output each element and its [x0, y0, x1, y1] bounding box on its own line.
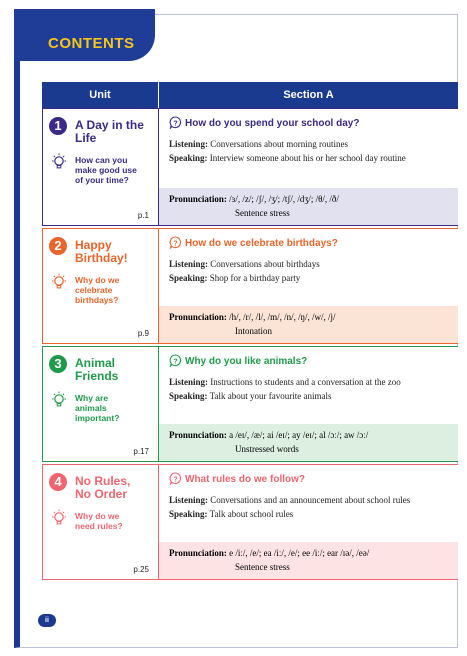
- unit-page-ref: p.1: [137, 211, 149, 220]
- unit-cell: [42, 108, 158, 226]
- section-a-cell: [158, 464, 458, 580]
- unit-question-line: animals: [75, 403, 107, 413]
- section-a-cell: [158, 228, 458, 344]
- pronunciation-label: Pronunciation:: [169, 312, 227, 322]
- pronunciation-box: [159, 188, 458, 225]
- unit-question-line: make good use: [75, 165, 137, 175]
- section-question: [169, 116, 359, 129]
- unit-question-line: Why do we: [75, 511, 120, 521]
- unit-question-line: celebrate: [75, 285, 113, 295]
- speaking-line: [169, 273, 300, 283]
- unit-title-line: Friends: [75, 369, 119, 383]
- unit-title-line: Birthday!: [75, 251, 128, 265]
- pronunciation-topic: Intonation: [235, 326, 272, 336]
- speaking-text: Interview someone about his or her school day routine: [209, 153, 406, 163]
- lightbulb-icon: [50, 273, 68, 291]
- unit-title-line: No Rules,: [75, 474, 131, 488]
- table-header: [42, 82, 458, 108]
- pronunciation-line: [169, 194, 339, 204]
- unit-question-line: need rules?: [75, 521, 123, 531]
- unit-page-ref: p.25: [133, 565, 149, 574]
- pronunciation-line: [169, 548, 369, 558]
- column-header-unit: Unit: [89, 89, 111, 101]
- unit-title-line: Life: [75, 131, 97, 145]
- pronunciation-sounds: e /iː/, /e/; ea /iː/, /e/; ee /iː/; ear /ɪə/, /eə/: [229, 548, 370, 558]
- pronunciation-sounds: /h/, /r/, /l/, /m/, /n/, /ŋ/, /w/, /j/: [229, 312, 336, 322]
- unit-cell: [42, 464, 158, 580]
- speaking-label: Speaking:: [169, 391, 208, 401]
- question-icon: [169, 238, 185, 249]
- column-header-section: Section A: [283, 89, 334, 101]
- pronunciation-box: [159, 424, 458, 461]
- listening-line: [169, 377, 401, 387]
- pronunciation-line: [169, 312, 336, 322]
- pronunciation-label: Pronunciation:: [169, 430, 227, 440]
- unit-number-badge: 2: [49, 237, 67, 255]
- pronunciation-topic: Sentence stress: [235, 208, 290, 218]
- listening-line: [169, 495, 410, 505]
- unit-title-line: No Order: [75, 487, 128, 501]
- listening-line: [169, 259, 320, 269]
- lightbulb-icon: [50, 509, 68, 527]
- unit-question-line: important?: [75, 413, 120, 423]
- speaking-label: Speaking:: [169, 153, 208, 163]
- unit-number-badge: 1: [49, 117, 67, 135]
- unit-question-line: Why do we: [75, 275, 120, 285]
- svg-text:?: ?: [173, 120, 178, 128]
- listening-label: Listening:: [169, 139, 209, 149]
- lightbulb-icon: [50, 391, 68, 409]
- listening-text: Conversations about morning routines: [210, 139, 348, 149]
- pronunciation-topic: Sentence stress: [235, 562, 290, 572]
- unit-title: [75, 119, 144, 145]
- section-question-text: How do you spend your school day?: [185, 118, 360, 129]
- question-icon: [169, 356, 185, 367]
- section-a-cell: [158, 346, 458, 462]
- unit-question-line: How can you: [75, 155, 128, 165]
- question-icon: [169, 474, 185, 485]
- pronunciation-box: [159, 306, 458, 343]
- unit-big-question: [75, 155, 137, 185]
- listening-text: Conversations and an announcement about school rules: [210, 495, 411, 505]
- section-question-text: What rules do we follow?: [185, 474, 305, 485]
- svg-text:?: ?: [173, 240, 178, 248]
- speaking-line: [169, 153, 406, 163]
- pronunciation-box: [159, 542, 458, 579]
- unit-question-line: birthdays?: [75, 295, 119, 305]
- unit-question-line: of your time?: [75, 175, 129, 185]
- listening-line: [169, 139, 348, 149]
- listening-label: Listening:: [169, 259, 209, 269]
- unit-number-badge: 3: [49, 355, 67, 373]
- listening-label: Listening:: [169, 495, 209, 505]
- speaking-text: Talk about school rules: [209, 509, 294, 519]
- speaking-text: Shop for a birthday party: [209, 273, 301, 283]
- speaking-label: Speaking:: [169, 273, 208, 283]
- pronunciation-topic: Unstressed words: [235, 444, 299, 454]
- section-question: [169, 354, 307, 367]
- unit-cell: [42, 228, 158, 344]
- unit-title-line: A Day in the: [75, 118, 144, 132]
- page-title: CONTENTS: [48, 35, 135, 52]
- unit-title: [75, 357, 118, 383]
- unit-title: [75, 475, 130, 501]
- unit-page-ref: p.9: [137, 329, 149, 338]
- question-icon: [169, 118, 185, 129]
- pronunciation-label: Pronunciation:: [169, 548, 227, 558]
- listening-label: Listening:: [169, 377, 209, 387]
- pronunciation-line: [169, 430, 368, 440]
- speaking-text: Talk about your favourite animals: [209, 391, 332, 401]
- pronunciation-label: Pronunciation:: [169, 194, 227, 204]
- pronunciation-sounds: a /eɪ/, /æ/; ai /eɪ/; ay /eɪ/; al /ɔː/; aw /ɔː/: [229, 430, 369, 440]
- listening-text: Instructions to students and a conversation at the zoo: [210, 377, 401, 387]
- speaking-label: Speaking:: [169, 509, 208, 519]
- unit-number-badge: 4: [49, 473, 67, 491]
- unit-cell: [42, 346, 158, 462]
- unit-title-line: Happy: [75, 238, 112, 252]
- speaking-line: [169, 391, 331, 401]
- unit-title: [75, 239, 128, 265]
- speaking-line: [169, 509, 293, 519]
- unit-page-ref: p.17: [133, 447, 149, 456]
- section-question-text: Why do you like animals?: [185, 356, 308, 367]
- unit-question-line: Why are: [75, 393, 109, 403]
- lightbulb-icon: [50, 153, 68, 171]
- listening-text: Conversations about birthdays: [210, 259, 320, 269]
- unit-title-line: Animal: [75, 356, 116, 370]
- svg-text:?: ?: [173, 476, 178, 484]
- section-a-cell: [158, 108, 458, 226]
- section-question-text: How do we celebrate birthdays?: [185, 238, 338, 249]
- page-number: ii: [38, 614, 56, 627]
- section-question: [169, 236, 338, 249]
- unit-big-question: [75, 275, 119, 305]
- unit-big-question: [75, 393, 119, 423]
- svg-text:?: ?: [173, 358, 178, 366]
- unit-big-question: [75, 511, 123, 531]
- pronunciation-sounds: /ɜ/, /z/; /ʃ/, /ʒ/; /tʃ/, /dʒ/; /θ/, /ð/: [229, 194, 339, 204]
- section-question: [169, 472, 305, 485]
